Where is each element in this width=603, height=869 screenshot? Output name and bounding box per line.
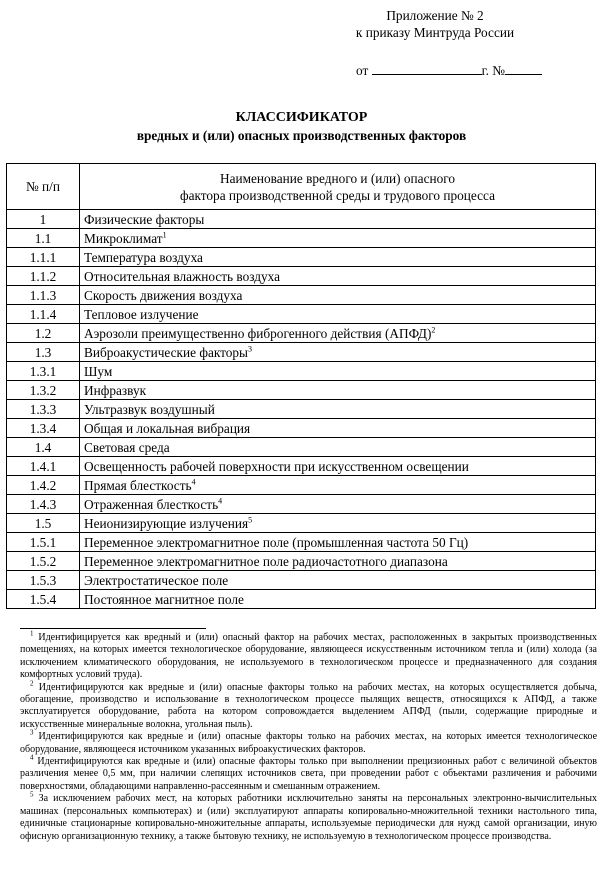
factor-name-text: Температура воздуха (84, 249, 203, 265)
footnote-ref: 2 (431, 325, 436, 335)
table-row (7, 438, 596, 457)
table-row (7, 457, 596, 476)
header-name-line-1: Наименование вредного и (или) опасного (219, 170, 456, 186)
appendix-line-1: Приложение № 2 (386, 8, 484, 23)
footnote-text: За исключением рабочих мест, на которых работники исключительно заняты на персональных электронно-вычислительных машинах (персональных компьютерах) и (или) эксплуатируют аппараты копировально-множительной техники настольного типа, единичные стационарные копировально-множительные аппараты, используемые периодически для нужд самой организации, иную офисную организационную технику, а также бытовую технику, не используемую в технологическом процессе производства. (20, 793, 597, 842)
row-number: 1.2 (7, 324, 80, 343)
header-name (80, 164, 596, 210)
footnotes (20, 629, 598, 843)
table-row (7, 248, 596, 267)
table-row (7, 476, 596, 495)
footnote-mark: 5 (30, 790, 34, 799)
row-number: 1.3.2 (7, 381, 80, 400)
factor-name-text: Прямая блесткость (84, 477, 192, 493)
footnote (20, 790, 597, 843)
row-number: 1 (7, 210, 80, 229)
footnote-ref: 1 (162, 230, 167, 240)
factor-name-text: Освещенность рабочей поверхности при искусственном освещении (84, 458, 469, 474)
row-number: 1.5.2 (7, 552, 80, 571)
order-number-blank (505, 62, 542, 75)
appendix-line-2: к приказу Минтруда России (355, 25, 515, 40)
row-number: 1.1.2 (7, 267, 80, 286)
factor-name-text: Переменное электромагнитное поле (промышленная частота 50 Гц) (84, 534, 469, 550)
footnote-ref: 4 (191, 477, 196, 487)
table-header-row (7, 164, 596, 210)
row-number: 1.1.3 (7, 286, 80, 305)
table-row (7, 571, 596, 590)
table-row (7, 590, 596, 609)
row-factor-name (80, 590, 596, 609)
order-year-label: г. № (481, 63, 505, 78)
header-name-line-2: фактора производственной среды и трудового процесса (179, 187, 496, 203)
factor-name-text: Неионизирующие излучения (84, 515, 249, 531)
table-body (7, 210, 596, 609)
order-date-line (356, 62, 542, 79)
row-number: 1.5.1 (7, 533, 80, 552)
row-number: 1.4.2 (7, 476, 80, 495)
factor-name-text: Световая среда (84, 439, 170, 455)
row-number: 1.5 (7, 514, 80, 533)
table-row (7, 381, 596, 400)
title-subtitle: вредных и (или) опасных производственных факторов (136, 128, 467, 143)
footnote-text: Идентифицируются как вредные и (или) опасные факторы только на рабочих местах, на которых имеется технологическое оборудование, являющееся источником указанных виброакустических факторов. (20, 731, 598, 755)
row-factor-name (80, 286, 596, 305)
row-factor-name (80, 248, 596, 267)
row-factor-name (80, 343, 596, 362)
row-factor-name (80, 400, 596, 419)
factor-name-text: Инфразвук (84, 382, 147, 398)
header-num: № п/п (7, 164, 80, 210)
title-main: КЛАССИФИКАТОР (235, 110, 368, 125)
footnote (20, 728, 598, 756)
footnote (20, 753, 598, 793)
factor-name-text: Электростатическое поле (84, 572, 229, 588)
table-row (7, 324, 596, 343)
row-number: 1.5.4 (7, 590, 80, 609)
factor-name-text: Переменное электромагнитное поле радиочастотного диапазона (84, 553, 448, 569)
row-factor-name (80, 362, 596, 381)
factor-name-text: Ультразвук воздушный (84, 401, 215, 417)
row-number: 1.3.4 (7, 419, 80, 438)
table-row (7, 286, 596, 305)
row-factor-name (80, 419, 596, 438)
factor-name-text: Общая и локальная вибрация (84, 420, 251, 436)
row-factor-name (80, 305, 596, 324)
table-row (7, 210, 596, 229)
document-title (0, 109, 603, 145)
table-row (7, 495, 596, 514)
footnote-mark: 3 (30, 728, 34, 737)
table-row (7, 419, 596, 438)
row-number: 1.4 (7, 438, 80, 457)
table-row (7, 400, 596, 419)
table-row (7, 514, 596, 533)
table-row (7, 552, 596, 571)
row-number: 1.1.1 (7, 248, 80, 267)
factor-name-text: Относительная влажность воздуха (84, 268, 281, 284)
factor-name-text: Микроклимат (84, 230, 163, 246)
table-row (7, 343, 596, 362)
order-from-label: от (356, 63, 369, 78)
footnote-ref: 4 (218, 496, 223, 506)
table-row (7, 229, 596, 248)
factor-name-text: Скорость движения воздуха (84, 287, 243, 303)
order-date-blank (372, 62, 482, 75)
row-factor-name (80, 571, 596, 590)
footnote-text: Идентифицируются как вредные и (или) опасные факторы только при выполнении прецизионных работ с величиной объектов различения менее 0,5 мм, при наличии слепящих источников света, при проведении работ с объектами различения и рабочими поверхностями, обладающими направленно-рассеянным и смешанным отражением. (20, 756, 598, 792)
row-factor-name (80, 381, 596, 400)
row-factor-name (80, 438, 596, 457)
factor-name-text: Постоянное магнитное поле (84, 591, 244, 607)
row-factor-name (80, 324, 596, 343)
table-row (7, 305, 596, 324)
footnote-mark: 1 (30, 629, 34, 638)
row-factor-name (80, 267, 596, 286)
footnote-separator (20, 628, 206, 629)
row-number: 1.3.3 (7, 400, 80, 419)
factor-name-text: Тепловое излучение (84, 306, 199, 322)
row-number: 1.3 (7, 343, 80, 362)
table-row (7, 267, 596, 286)
row-factor-name (80, 229, 596, 248)
row-factor-name (80, 495, 596, 514)
row-number: 1.1.4 (7, 305, 80, 324)
row-factor-name (80, 210, 596, 229)
footnote (20, 629, 598, 682)
classifier-table (6, 163, 596, 609)
row-factor-name (80, 457, 596, 476)
row-number: 1.1 (7, 229, 80, 248)
row-number: 1.5.3 (7, 571, 80, 590)
row-number: 1.4.1 (7, 457, 80, 476)
row-factor-name (80, 514, 596, 533)
footnote-mark: 2 (30, 679, 34, 688)
appendix-header (305, 7, 565, 41)
row-factor-name (80, 552, 596, 571)
factor-name-text: Отраженная блесткость (84, 496, 219, 512)
factor-name-text: Аэрозоли преимущественно фиброгенного действия (АПФД) (84, 325, 432, 341)
factor-name-text: Виброакустические факторы (84, 344, 248, 360)
factor-name-text: Шум (84, 363, 113, 379)
row-factor-name (80, 476, 596, 495)
footnote-ref: 5 (248, 515, 253, 525)
table-row (7, 533, 596, 552)
row-number: 1.3.1 (7, 362, 80, 381)
footnote-ref: 3 (248, 344, 252, 354)
footnote-mark: 4 (30, 753, 34, 762)
footnote-text: Идентифицируются как вредные и (или) опасные факторы только на рабочих местах, на которых осуществляется добыча, обогащение, производство и использование в технологическом процессе пылящих веществ, относящихся к АПФД, а также эксплуатируется оборудование, работа на котором сопровождается выделением АПФД (пыли, содержащие природные и искусственные минеральные волокна, угольная пыль). (20, 681, 598, 730)
footnote (20, 679, 598, 732)
row-number: 1.4.3 (7, 495, 80, 514)
factor-name-text: Физические факторы (84, 211, 205, 227)
footnote-text: Идентифицируется как вредный и (или) опасный фактор на рабочих местах, расположенных в закрытых производственных помещениях, на которых имеется технологическое оборудование, являющееся искусственным источником тепла и (или) холода (за исключением климатического оборудования, не используемого в технологическом процессе и предназначенного для создания комфортных условий труда). (20, 632, 598, 681)
row-factor-name (80, 533, 596, 552)
table-row (7, 362, 596, 381)
